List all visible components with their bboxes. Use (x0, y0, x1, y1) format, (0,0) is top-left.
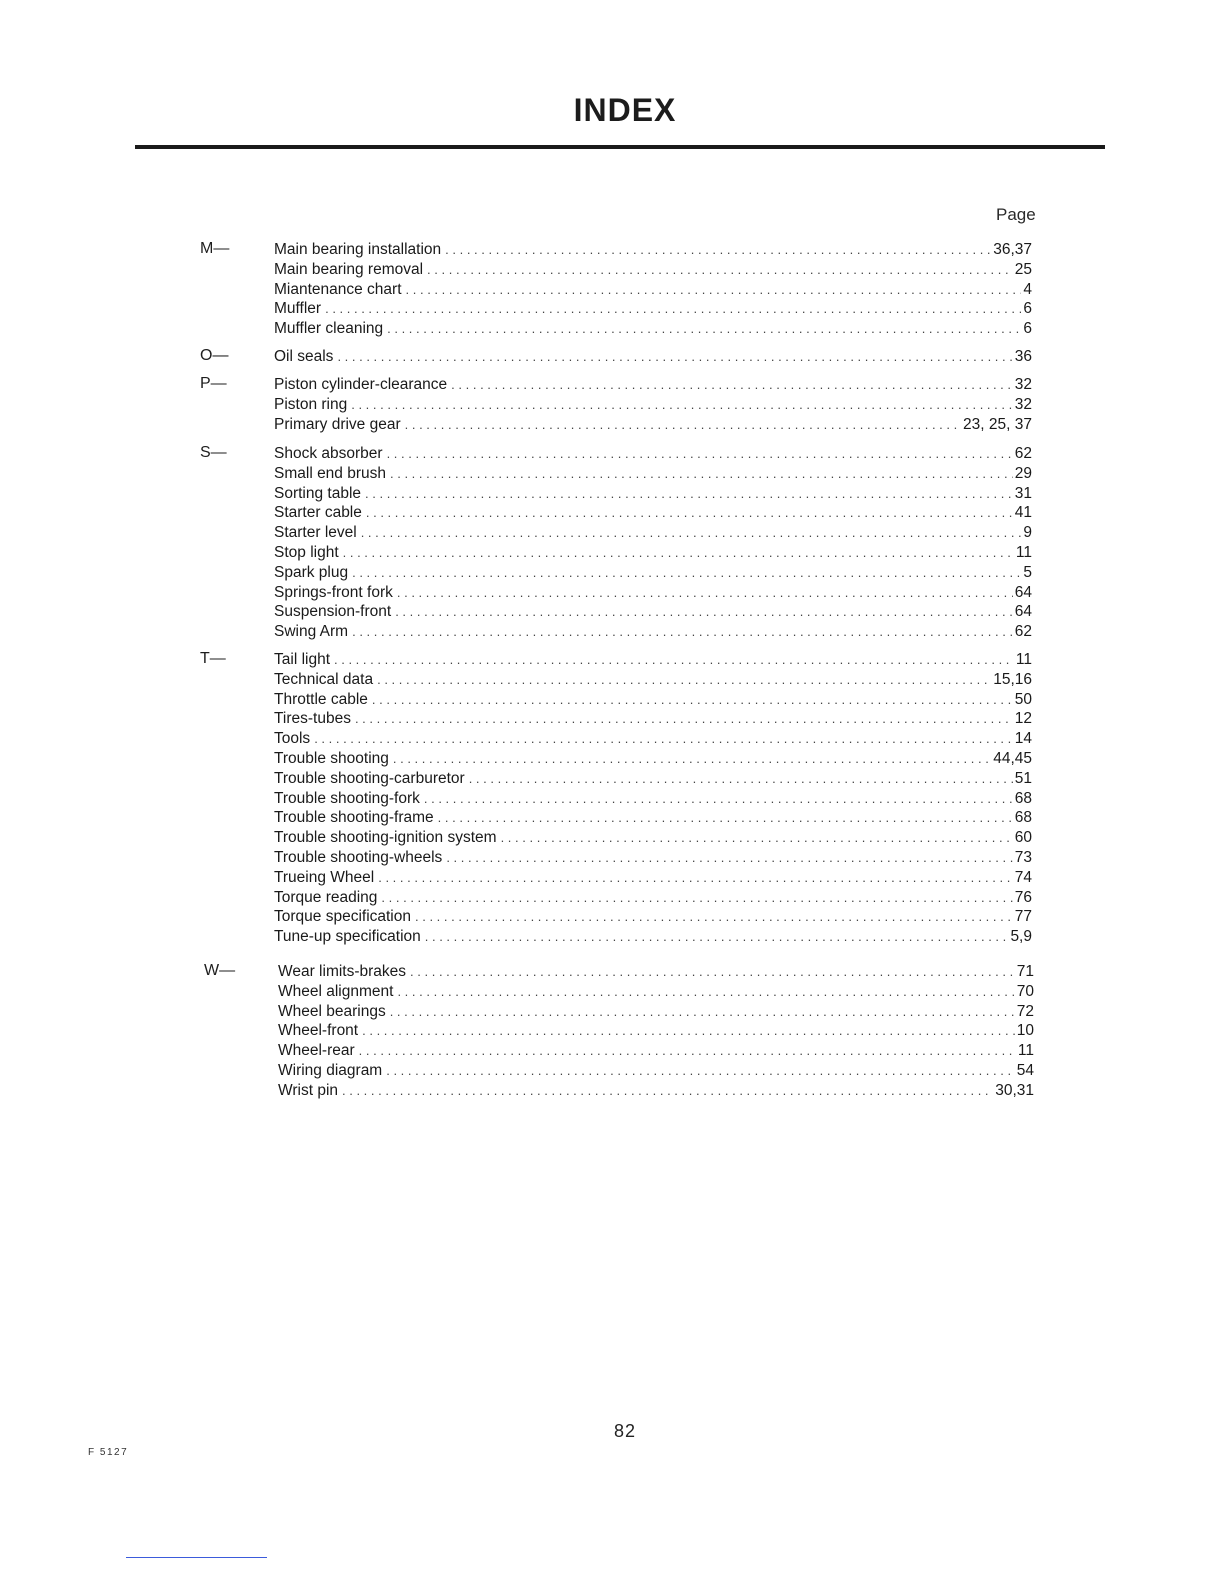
index-entry (274, 729, 1032, 749)
bottom-rule (126, 1557, 267, 1558)
dot-leader (410, 962, 1015, 982)
index-entry (274, 375, 1032, 395)
dot-leader (405, 415, 961, 435)
section-letter: O— (200, 347, 229, 364)
index-entry (274, 347, 1032, 367)
entry-page: 51 (1014, 769, 1032, 787)
index-entry (274, 670, 1032, 690)
dot-leader (361, 523, 1022, 543)
index-entry (274, 543, 1032, 563)
entry-page: 4 (1023, 280, 1032, 298)
entry-page: 68 (1014, 809, 1032, 827)
entry-page: 12 (1014, 710, 1032, 728)
entry-page: 11 (1017, 1042, 1034, 1060)
entry-name: Wheel alignment (278, 982, 394, 1000)
dot-leader (424, 789, 1013, 809)
index-entry (274, 563, 1032, 583)
entry-page: 23, 25, 37 (963, 415, 1032, 433)
entry-name: Trouble shooting-wheels (274, 848, 443, 866)
section-letter: M— (200, 240, 230, 257)
dot-leader (381, 888, 1012, 908)
dot-leader (438, 808, 1013, 828)
index-entry (274, 602, 1032, 622)
entry-page: 50 (1014, 690, 1032, 708)
section-letter: P— (200, 375, 227, 392)
entry-name: Wheel-front (278, 1022, 359, 1040)
dot-leader (365, 484, 1013, 504)
entry-name: Torque specification (274, 908, 411, 926)
dot-leader (390, 464, 1013, 484)
entry-page: 71 (1016, 963, 1034, 980)
entry-name: Piston ring (274, 395, 348, 413)
entry-name: Main bearing installation (274, 241, 442, 258)
entry-name: Technical data (274, 670, 374, 688)
page-title: INDEX (573, 92, 677, 128)
index-entry (274, 868, 1032, 888)
entry-page: 68 (1014, 789, 1032, 807)
entry-name: Muffler (274, 300, 322, 318)
index-entry (274, 444, 1032, 464)
index-entry (274, 769, 1032, 789)
dot-leader (362, 1021, 1015, 1041)
index-entry (278, 1002, 1034, 1022)
entry-page: 70 (1016, 982, 1034, 1000)
dot-leader (352, 563, 1021, 583)
entry-list (274, 444, 1032, 642)
entry-name: Tune-up specification (274, 928, 421, 946)
dot-leader (397, 982, 1014, 1002)
index-entry (274, 395, 1032, 415)
index-entry (278, 1081, 1034, 1101)
entry-name: Spark plug (274, 563, 349, 581)
dot-leader (366, 503, 1013, 523)
index-entry (274, 828, 1032, 848)
dot-leader (451, 375, 1013, 395)
entry-page: 60 (1014, 829, 1032, 847)
entry-name: Shock absorber (274, 445, 383, 462)
index-entry (274, 888, 1032, 908)
entry-list (274, 240, 1032, 339)
entry-list (274, 650, 1032, 947)
index-entry (274, 523, 1032, 543)
entry-name: Wear limits-brakes (278, 963, 407, 980)
dot-leader (501, 828, 1013, 848)
dot-leader (343, 543, 1014, 563)
entry-name: Torque reading (274, 888, 378, 906)
entry-name: Trouble shooting-fork (274, 789, 420, 807)
entry-name: Wheel bearings (278, 1002, 386, 1020)
index-entry (274, 299, 1032, 319)
dot-leader (469, 769, 1013, 789)
entry-page: 72 (1016, 1002, 1034, 1020)
dot-leader (393, 749, 991, 769)
entry-name: Muffler cleaning (274, 320, 384, 338)
dot-leader (445, 240, 991, 260)
entry-name: Tools (274, 730, 311, 748)
index-entry (274, 848, 1032, 868)
entry-page: 62 (1014, 623, 1032, 641)
dot-leader (355, 709, 1013, 729)
entry-name: Wheel-rear (278, 1042, 355, 1060)
index-entry (274, 415, 1032, 435)
page-column-label: Page (996, 205, 1036, 224)
entry-page: 9 (1023, 524, 1032, 542)
dot-leader (334, 650, 1014, 670)
entry-page: 10 (1016, 1022, 1034, 1040)
entry-page: 62 (1014, 445, 1032, 462)
dot-leader (342, 1081, 993, 1101)
index-entry (274, 709, 1032, 729)
entry-list (278, 962, 1034, 1101)
index-entry (274, 927, 1032, 947)
index-entry (274, 690, 1032, 710)
index-entry (274, 749, 1032, 769)
entry-page: 44,45 (993, 749, 1032, 767)
index-entry (274, 789, 1032, 809)
entry-page: 29 (1014, 464, 1032, 482)
entry-page: 30,31 (995, 1081, 1034, 1099)
dot-leader (325, 299, 1021, 319)
section-letter: S— (200, 444, 227, 461)
index-entry (274, 319, 1032, 339)
entry-page: 64 (1014, 603, 1032, 621)
title-rule (135, 145, 1105, 149)
dot-leader (351, 395, 1013, 415)
entry-name: Main bearing removal (274, 260, 424, 278)
index-entry (274, 622, 1032, 642)
entry-name: Springs-front fork (274, 583, 393, 601)
entry-name: Piston cylinder-clearance (274, 376, 448, 393)
index-entry (274, 464, 1032, 484)
dot-leader (387, 444, 1013, 464)
entry-list (274, 347, 1032, 367)
dot-leader (352, 622, 1013, 642)
index-entry (278, 1061, 1034, 1081)
index-entry (274, 260, 1032, 280)
index-entry (274, 503, 1032, 523)
entry-name: Stop light (274, 543, 339, 561)
dot-leader (390, 1002, 1015, 1022)
dot-leader (446, 848, 1012, 868)
entry-name: Wiring diagram (278, 1061, 383, 1079)
dot-leader (406, 280, 1022, 300)
entry-name: Trouble shooting-frame (274, 809, 434, 827)
entry-page: 31 (1014, 484, 1032, 502)
entry-page: 76 (1014, 888, 1032, 906)
dot-leader (377, 670, 991, 690)
dot-leader (337, 347, 1012, 367)
entry-page: 14 (1014, 730, 1032, 748)
entry-page: 41 (1014, 504, 1032, 522)
page-number: 82 (613, 1421, 637, 1441)
entry-name: Miantenance chart (274, 280, 402, 298)
dot-leader (378, 868, 1013, 888)
entry-page: 77 (1014, 908, 1032, 926)
entry-page: 54 (1016, 1061, 1034, 1079)
dot-leader (415, 907, 1013, 927)
entry-page: 11 (1015, 651, 1032, 668)
entry-name: Suspension-front (274, 603, 392, 621)
section-letter: W— (204, 962, 236, 979)
entry-page: 6 (1023, 300, 1032, 318)
dot-leader (395, 602, 1013, 622)
entry-name: Tail light (274, 651, 330, 668)
entry-name: Small end brush (274, 464, 387, 482)
dot-leader (359, 1041, 1016, 1061)
entry-name: Throttle cable (274, 690, 368, 708)
entry-page: 11 (1015, 543, 1032, 561)
section-letter: T— (200, 650, 226, 667)
entry-page: 74 (1014, 868, 1032, 886)
index-entry (274, 650, 1032, 670)
entry-page: 5 (1023, 563, 1032, 581)
dot-leader (425, 927, 1009, 947)
entry-page: 36,37 (993, 241, 1032, 258)
entry-name: Sorting table (274, 484, 362, 502)
index-entry (278, 1021, 1034, 1041)
entry-name: Primary drive gear (274, 415, 401, 433)
entry-list (274, 375, 1032, 434)
entry-page: 73 (1014, 848, 1032, 866)
entry-name: Starter level (274, 524, 357, 542)
entry-name: Trouble shooting-ignition system (274, 829, 497, 847)
dot-leader (372, 690, 1013, 710)
entry-page: 36 (1014, 348, 1032, 365)
index-entry (278, 1041, 1034, 1061)
index-entry (278, 982, 1034, 1002)
entry-name: Trueing Wheel (274, 868, 375, 886)
entry-page: 64 (1014, 583, 1032, 601)
index-entry (274, 484, 1032, 504)
index-entry (274, 808, 1032, 828)
entry-name: Swing Arm (274, 623, 349, 641)
dot-leader (387, 319, 1021, 339)
dot-leader (314, 729, 1013, 749)
form-code: F 5127 (88, 1447, 129, 1458)
entry-page: 15,16 (993, 670, 1032, 688)
index-entry (274, 240, 1032, 260)
dot-leader (397, 583, 1013, 603)
index-entry (274, 583, 1032, 603)
entry-name: Wrist pin (278, 1081, 339, 1099)
entry-name: Oil seals (274, 348, 334, 365)
entry-page: 6 (1023, 320, 1032, 338)
index-entry (274, 280, 1032, 300)
dot-leader (427, 260, 1013, 280)
entry-name: Starter cable (274, 504, 362, 522)
entry-page: 25 (1014, 260, 1032, 278)
entry-name: Trouble shooting (274, 749, 389, 767)
index-entry (278, 962, 1034, 982)
dot-leader (386, 1061, 1015, 1081)
entry-page: 32 (1014, 376, 1032, 393)
entry-page: 5,9 (1010, 928, 1032, 946)
entry-name: Tires-tubes (274, 710, 351, 728)
index-entry (274, 907, 1032, 927)
entry-page: 32 (1014, 395, 1032, 413)
entry-name: Trouble shooting-carburetor (274, 769, 465, 787)
